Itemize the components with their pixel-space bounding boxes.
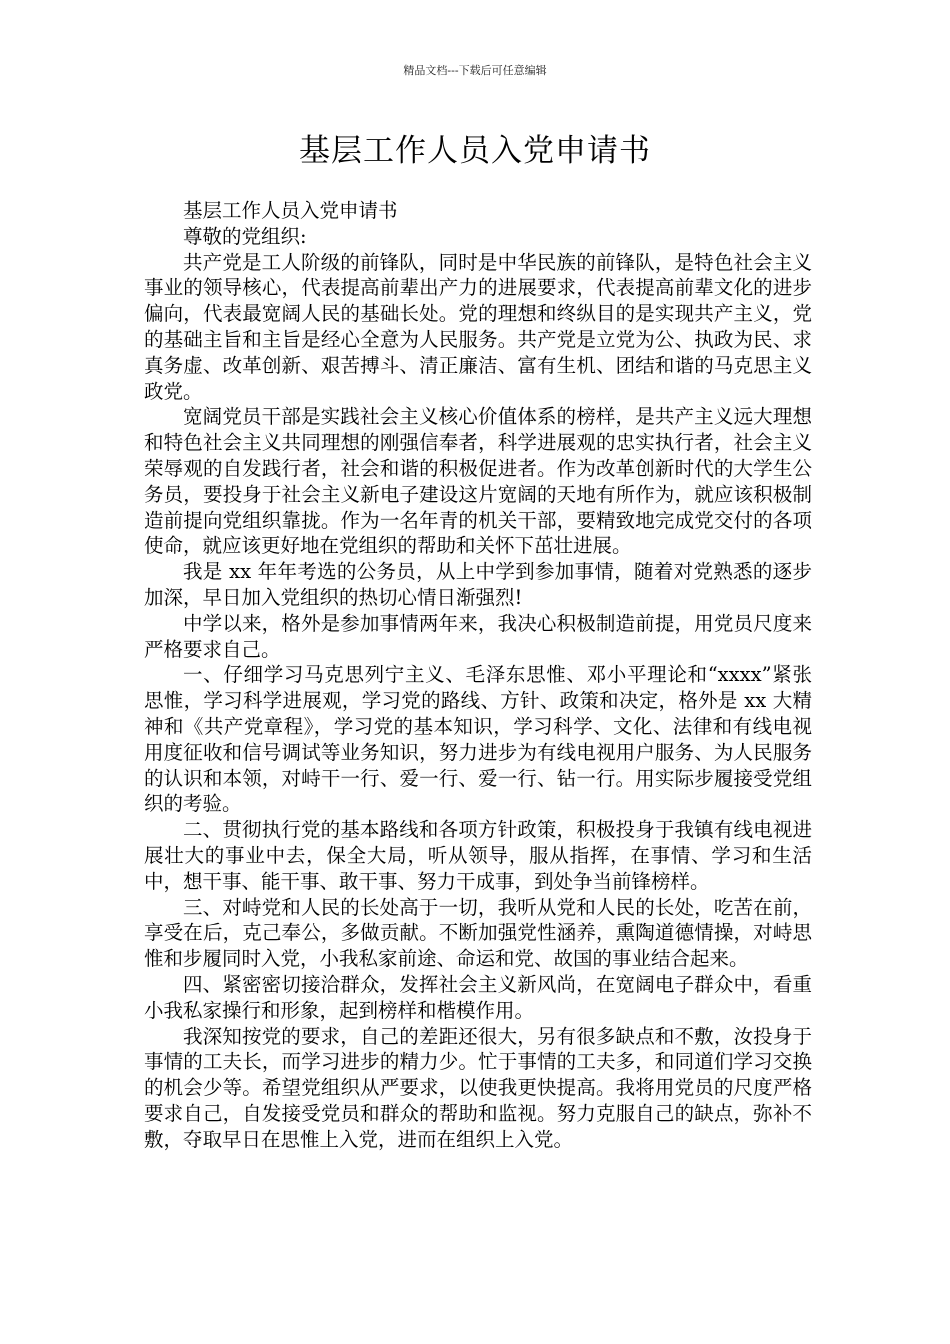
paragraph-determination: 中学以来，格外是参加事情两年来，我决心积极制造前提，用党员尺度来严格要求自己。 [144, 611, 812, 661]
paragraph-subtitle: 基层工作人员入党申请书 [183, 199, 398, 222]
document-body [144, 198, 812, 1152]
paragraph-personal: 我是 xx 年年考选的公务员，从上中学到参加事情，随着对党熟悉的逐步加深，早日加入党组织的热切心情日渐强烈! [144, 560, 812, 609]
paragraph-party-intro: 共产党是工人阶级的前锋队，同时是中华民族的前锋队，是特色社会主义事业的领导核心，代表提高前辈出产力的进展要求，代表提高前辈文化的进步偏向，代表最宽阔人民的基础长处。党的理想和终纵目的是实现共产主义，党的基础主旨和主旨是经心全意为人民服务。共产党是立党为公、执政为民、求真务虚、改革创新、艰苦搏斗、清正廉洁、富有生机、团结和谐的马克思主义政党。 [144, 250, 812, 403]
paragraph-point-three: 三、对峙党和人民的长处高于一切，我听从党和人民的长处，吃苦在前，享受在后，克己奉公，多做贡献。不断加强党性涵养，熏陶道德情操，对峙思惟和步履同时入党，小我私家前途、命运和党、故国的事业结合起来。 [144, 895, 812, 971]
paragraph-point-two: 二、贯彻执行党的基本路线和各项方针政策，积极投身于我镇有线电视进展壮大的事业中去，保全大局，听从领导，服从指挥，在事情、学习和生活中，想干事、能干事、敢干事、努力干成事，到处争当前锋榜样。 [144, 818, 812, 893]
paragraph-conclusion: 我深知按党的要求，自己的差距还很大，另有很多缺点和不敷，汝投身于事情的工夫长，而学习进步的精力少。忙于事情的工夫多，和同道们学习交换的机会少等。希望党组织从严要求，以使我更快提高。我将用党员的尺度严格要求自己，自发接受党员和群众的帮助和监视。努力克服自己的缺点，弥补不敷，夺取早日在思惟上入党，进而在组织上入党。 [144, 1024, 812, 1151]
paragraph-point-four: 四、紧密密切接洽群众，发挥社会主义新风尚，在宽阔电子群众中，看重小我私家操行和形象，起到榜样和楷模作用。 [144, 972, 812, 1022]
paragraph-salutation: 尊敬的党组织: [183, 224, 307, 248]
paragraph-point-one: 一、仔细学习马克思列宁主义、毛泽东思惟、邓小平理论和“xxxx”紧张思惟，学习科学进展观，学习党的路线、方针、政策和决定，格外是 xx 大精神和《共产党章程》，学习党的基本知识，学习科学、文化、法律和有线电视用度征收和信号调试等业务知识，努力进步为有线电视用户服务、为人民服务的认识和本领，对峙干一行、爱一行、爱一行、钻一行。用实际步履接受党组织的考验。 [144, 663, 812, 816]
header-note: 精品文档---下载后可任意编辑 [403, 64, 547, 77]
paragraph-cadres: 宽阔党员干部是实践社会主义核心价值体系的榜样，是共产主义远大理想和特色社会主义共同理想的刚强信奉者，科学进展观的忠实执行者，社会主义荣辱观的自发践行者，社会和谐的积极促进者。作为改革创新时代的大学生公务员，要投身于社会主义新电子建设这片宽阔的天地有所作为，就应该积极制造前提向党组织靠拢。作为一名年青的机关干部，要精致地完成党交付的各项使命，就应该更好地在党组织的帮助和关怀下茁壮进展。 [144, 405, 812, 558]
document-title: 基层工作人员入党申请书 [299, 133, 651, 169]
